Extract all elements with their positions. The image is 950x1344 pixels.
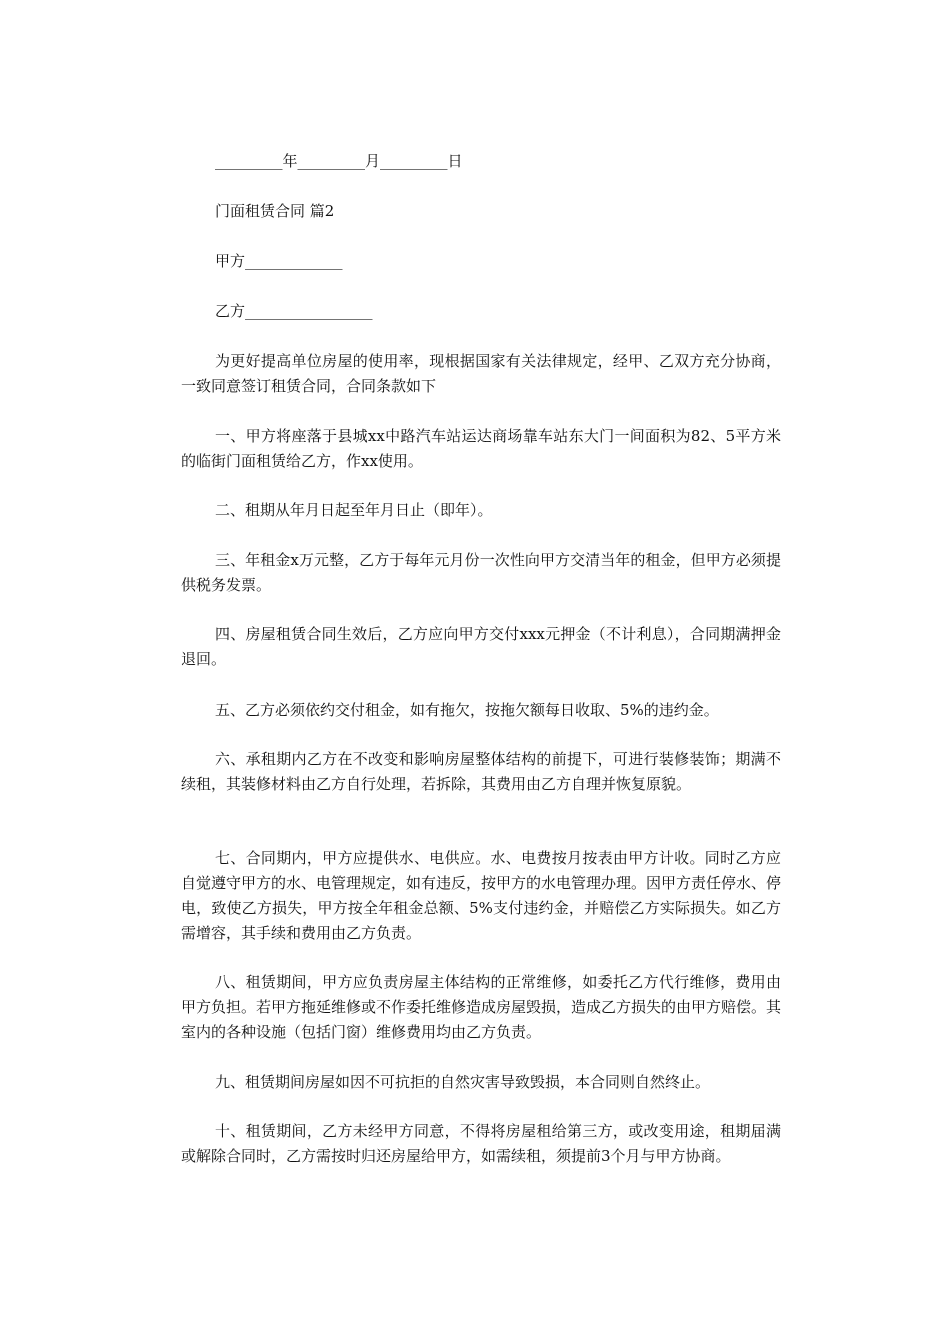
party-b-line: 乙方_________________ [215, 302, 373, 320]
document-title: 门面租赁合同 篇2 [215, 202, 335, 220]
date-line: _________年_________月_________日 [215, 152, 463, 170]
clause-6: 六、承租期内乙方在不改变和影响房屋整体结构的前提下，可进行装修装饰；期满不续租，其装修材料由乙方自行处理，若拆除，其费用由乙方自理并恢复原貌。 [181, 750, 781, 793]
clause-4: 四、房屋租赁合同生效后，乙方应向甲方交付xxx元押金（不计利息），合同期满押金退回。 [181, 625, 781, 668]
clause-10: 十、租赁期间，乙方未经甲方同意，不得将房屋租给第三方，或改变用途，租期届满或解除合同时，乙方需按时归还房屋给甲方，如需续租，须提前3个月与甲方协商。 [181, 1122, 781, 1165]
clause-2: 二、租期从年月日起至年月日止（即年）。 [215, 501, 493, 519]
intro-paragraph: 为更好提高单位房屋的使用率，现根据国家有关法律规定，经甲、乙双方充分协商，一致同意签订租赁合同，合同条款如下 [181, 352, 781, 395]
clause-5: 五、乙方必须依约交付租金，如有拖欠，按拖欠额每日收取、5%的违约金。 [215, 701, 719, 719]
clause-3: 三、年租金x万元整，乙方于每年元月份一次性向甲方交清当年的租金，但甲方必须提供税务发票。 [181, 551, 781, 594]
clause-7: 七、合同期内，甲方应提供水、电供应。水、电费按月按表由甲方计收。同时乙方应自觉遵守甲方的水、电管理规定，如有违反，按甲方的水电管理办理。因甲方责任停水、停电，致使乙方损失，甲方按全年租金总额、5%支付违约金，并赔偿乙方实际损失。如乙方需增容，其手续和费用由乙方负责。 [181, 849, 782, 942]
clause-1: 一、甲方将座落于县城xx中路汽车站运达商场靠车站东大门一间面积为82、5平方米的临街门面租赁给乙方，作xx使用。 [181, 427, 781, 470]
clause-8: 八、租赁期间，甲方应负责房屋主体结构的正常维修，如委托乙方代行维修，费用由甲方负担。若甲方拖延维修或不作委托维修造成房屋毁损，造成乙方损失的由甲方赔偿。其室内的各种设施（包括门窗）维修费用均由乙方负责。 [181, 973, 782, 1041]
party-a-line: 甲方_____________ [215, 252, 343, 270]
clause-9: 九、租赁期间房屋如因不可抗拒的自然灾害导致毁损，本合同则自然终止。 [215, 1073, 711, 1091]
